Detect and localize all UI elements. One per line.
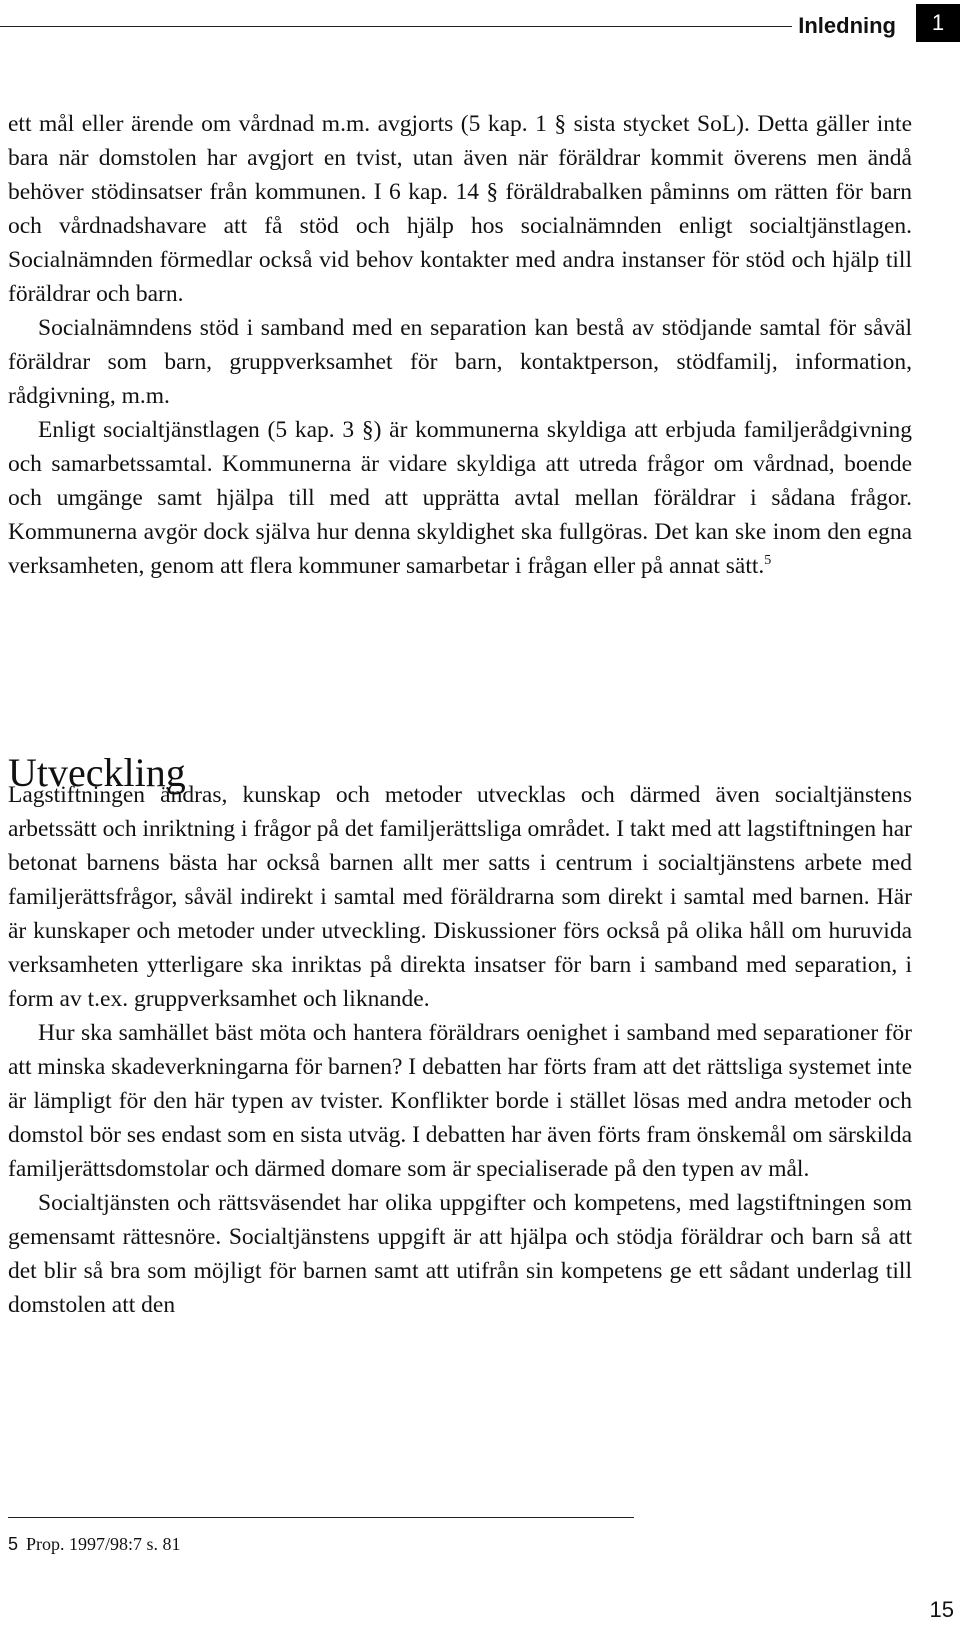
intro-paragraph-3-text: Enligt socialtjänstlagen (5 kap. 3 §) är kommunerna skyldiga att erbjuda familjerådgivning och samarbetssamtal. Kommunerna är vidare skyldiga att utreda frågor om vårdnad, boende och umgänge samt hjälpa till med att upprätta avtal mellan föräldrar i sådana frågor. Kommunerna avgör dock själva hur denna skyldighet ska fullgöras. Det kan ske inom den egna verksamheten, genom att flera kommuner samarbetar i frågan eller på annat sätt. <box>8 417 912 579</box>
footnote <box>8 1532 181 1556</box>
section-text <box>8 778 912 1322</box>
section-paragraph-3: Socialtjänsten och rättsväsendet har olika uppgifter och kompetens, med lagstiftningen som gemensamt rättesnöre. Socialtjänstens uppgift är att hjälpa och stödja föräldrar och barn så att det blir så bra som möjligt för barnen samt att utifrån sin kompetens ge ett sådant underlag till domstolen att den <box>8 1190 912 1318</box>
footnote-rule <box>8 1517 634 1518</box>
intro-paragraph-2: Socialnämndens stöd i samband med en separation kan bestå av stödjande samtal för såväl föräldrar som barn, gruppverksamhet för barn, kontaktperson, stödfamilj, information, rådgivning, m.m. <box>8 315 912 409</box>
header-rule <box>0 26 792 27</box>
footnote-number: 5 <box>8 1534 19 1554</box>
section-paragraph-1: Lagstiftningen ändras, kunskap och metoder utvecklas och därmed även socialtjänstens arbetssätt och inriktning i frågor på det familjerättsliga området. I takt med att lagstiftningen har betonat barnens bästa har också barnen allt mer satts i centrum i socialtjänstens arbete med familjerättsfrågor, såväl indirekt i samtal med föräldrarna som direkt i samtal med barnen. Här är kunskaper och metoder under utveckling. Diskussioner förs också på olika håll om huruvida verksamheten ytterligare ska inriktas på direkta insatser för barn i samband med separation, i form av t.ex. gruppverksamhet och liknande. <box>8 782 912 1012</box>
section-heading: Utveckling <box>8 750 186 795</box>
page-number: 15 <box>929 1597 954 1622</box>
section-paragraph-2: Hur ska samhället bäst möta och hantera föräldrars oenighet i samband med separationer för att minska skadeverkningarna för barnen? I debatten har förts fram att det rättsliga systemet inte är lämpligt för den här typen av tvister. Konflikter borde i stället lösas med andra metoder och domstol bör ses endast som en sista utväg. I debatten har även förts fram önskemål om särskilda familjerättsdomstolar och därmed domare som är specialiserade på den typen av mål. <box>8 1020 912 1182</box>
intro-paragraph-1: ett mål eller ärende om vårdnad m.m. avgjorts (5 kap. 1 § sista stycket SoL). Detta gäller inte bara när domstolen har avgjort en tvist, utan även när föräldrar kommit överens men ändå behöver stödinsatser från kommunen. I 6 kap. 14 § föräldrabalken påminns om rätten för barn och vårdnadshavare att få stöd och hjälp hos socialnämnden enligt socialtjänstlagen. Socialnämnden förmedlar också vid behov kontakter med andra instanser för stöd och hjälp till föräldrar och barn. <box>8 111 912 307</box>
footnote-text: Prop. 1997/98:7 s. 81 <box>26 1534 181 1554</box>
running-header: Inledning <box>798 13 896 38</box>
intro-paragraph-3 <box>8 413 912 583</box>
footnote-reference[interactable]: 5 <box>764 553 772 568</box>
intro-text <box>8 107 912 583</box>
chapter-number-badge: 1 <box>916 4 960 42</box>
